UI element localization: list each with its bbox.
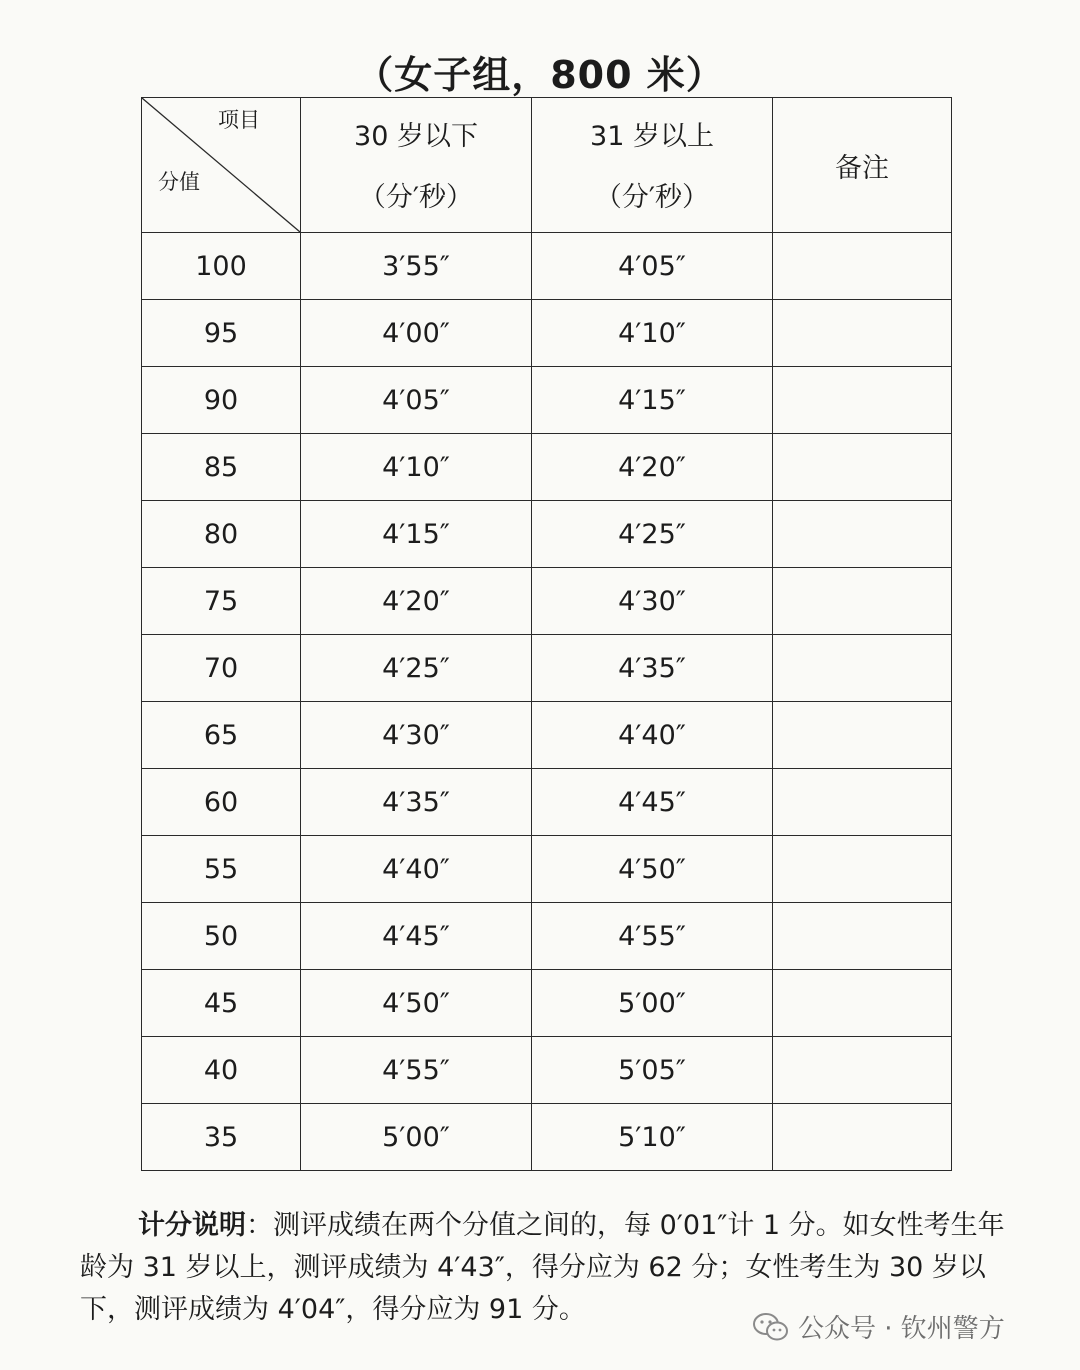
table-header-row [142, 98, 952, 233]
table-row [142, 903, 952, 970]
score-cell: 40 [142, 1037, 301, 1104]
under30-time-cell: 5′00″ [301, 1104, 532, 1171]
score-cell: 90 [142, 367, 301, 434]
header-item-label: 项目 [218, 108, 260, 132]
score-cell: 55 [142, 836, 301, 903]
score-cell: 80 [142, 501, 301, 568]
over31-time-cell: 4′05″ [532, 233, 773, 300]
header-over31 [532, 98, 773, 233]
over31-time-cell: 4′25″ [532, 501, 773, 568]
remarks-cell [773, 367, 952, 434]
remarks-cell [773, 970, 952, 1037]
score-cell: 45 [142, 970, 301, 1037]
under30-time-cell: 4′50″ [301, 970, 532, 1037]
scoring-note-text: ：测评成绩在两个分值之间的，每 0′01″计 1 分。如女性考生年龄为 31 岁以上，测评成绩为 4′43″，得分应为 62 分；女性考生为 30 岁以下，测评成绩为 4′04″，得分应为 91 分。 [80, 1210, 1005, 1325]
table-row [142, 434, 952, 501]
under30-time-cell: 4′35″ [301, 769, 532, 836]
under30-time-cell: 3′55″ [301, 233, 532, 300]
table-row [142, 367, 952, 434]
remarks-cell [773, 300, 952, 367]
table-row [142, 836, 952, 903]
remarks-cell [773, 501, 952, 568]
remarks-cell [773, 1104, 952, 1171]
remarks-cell [773, 233, 952, 300]
remarks-cell [773, 635, 952, 702]
under30-time-cell: 4′25″ [301, 635, 532, 702]
over31-time-cell: 5′05″ [532, 1037, 773, 1104]
header-remarks: 备注 [773, 98, 952, 233]
remarks-cell [773, 1037, 952, 1104]
watermark-text: 公众号 · 钦州警方 [798, 1314, 1005, 1344]
score-cell: 95 [142, 300, 301, 367]
over31-time-cell: 4′45″ [532, 769, 773, 836]
under30-time-cell: 4′20″ [301, 568, 532, 635]
header-under30-unit: （分′秒） [358, 182, 474, 213]
score-cell: 60 [142, 769, 301, 836]
over31-time-cell: 4′20″ [532, 434, 773, 501]
remarks-cell [773, 434, 952, 501]
score-cell: 75 [142, 568, 301, 635]
remarks-cell [773, 568, 952, 635]
wechat-icon [752, 1312, 790, 1342]
over31-time-cell: 4′15″ [532, 367, 773, 434]
under30-time-cell: 4′15″ [301, 501, 532, 568]
under30-time-cell: 4′40″ [301, 836, 532, 903]
table-row [142, 300, 952, 367]
scoring-note-label: 计分说明 [138, 1210, 246, 1241]
score-cell: 65 [142, 702, 301, 769]
under30-time-cell: 4′10″ [301, 434, 532, 501]
table-row [142, 1037, 952, 1104]
over31-time-cell: 4′10″ [532, 300, 773, 367]
over31-time-cell: 4′55″ [532, 903, 773, 970]
table-row [142, 635, 952, 702]
remarks-cell [773, 836, 952, 903]
page-title: （女子组，800 米） [355, 53, 725, 97]
over31-time-cell: 4′50″ [532, 836, 773, 903]
header-under30 [301, 98, 532, 233]
header-over31-title: 31 岁以上 [590, 121, 714, 152]
score-cell: 85 [142, 434, 301, 501]
score-table [141, 97, 952, 1171]
under30-time-cell: 4′00″ [301, 300, 532, 367]
watermark [752, 1308, 1005, 1345]
remarks-cell [773, 769, 952, 836]
over31-time-cell: 4′35″ [532, 635, 773, 702]
over31-time-cell: 5′00″ [532, 970, 773, 1037]
table-body [142, 233, 952, 1171]
header-score-label: 分值 [158, 170, 200, 194]
over31-time-cell: 4′40″ [532, 702, 773, 769]
score-cell: 100 [142, 233, 301, 300]
over31-time-cell: 5′10″ [532, 1104, 773, 1171]
under30-time-cell: 4′30″ [301, 702, 532, 769]
table-row [142, 233, 952, 300]
table-row [142, 501, 952, 568]
header-under30-title: 30 岁以下 [354, 121, 478, 152]
score-cell: 35 [142, 1104, 301, 1171]
under30-time-cell: 4′55″ [301, 1037, 532, 1104]
score-cell: 70 [142, 635, 301, 702]
remarks-cell [773, 702, 952, 769]
table-row [142, 702, 952, 769]
score-cell: 50 [142, 903, 301, 970]
diagonal-header-cell [142, 98, 301, 233]
table-row [142, 1104, 952, 1171]
table-row [142, 769, 952, 836]
remarks-cell [773, 903, 952, 970]
table-row [142, 970, 952, 1037]
table-row [142, 568, 952, 635]
over31-time-cell: 4′30″ [532, 568, 773, 635]
under30-time-cell: 4′45″ [301, 903, 532, 970]
header-over31-unit: （分′秒） [594, 182, 710, 213]
under30-time-cell: 4′05″ [301, 367, 532, 434]
